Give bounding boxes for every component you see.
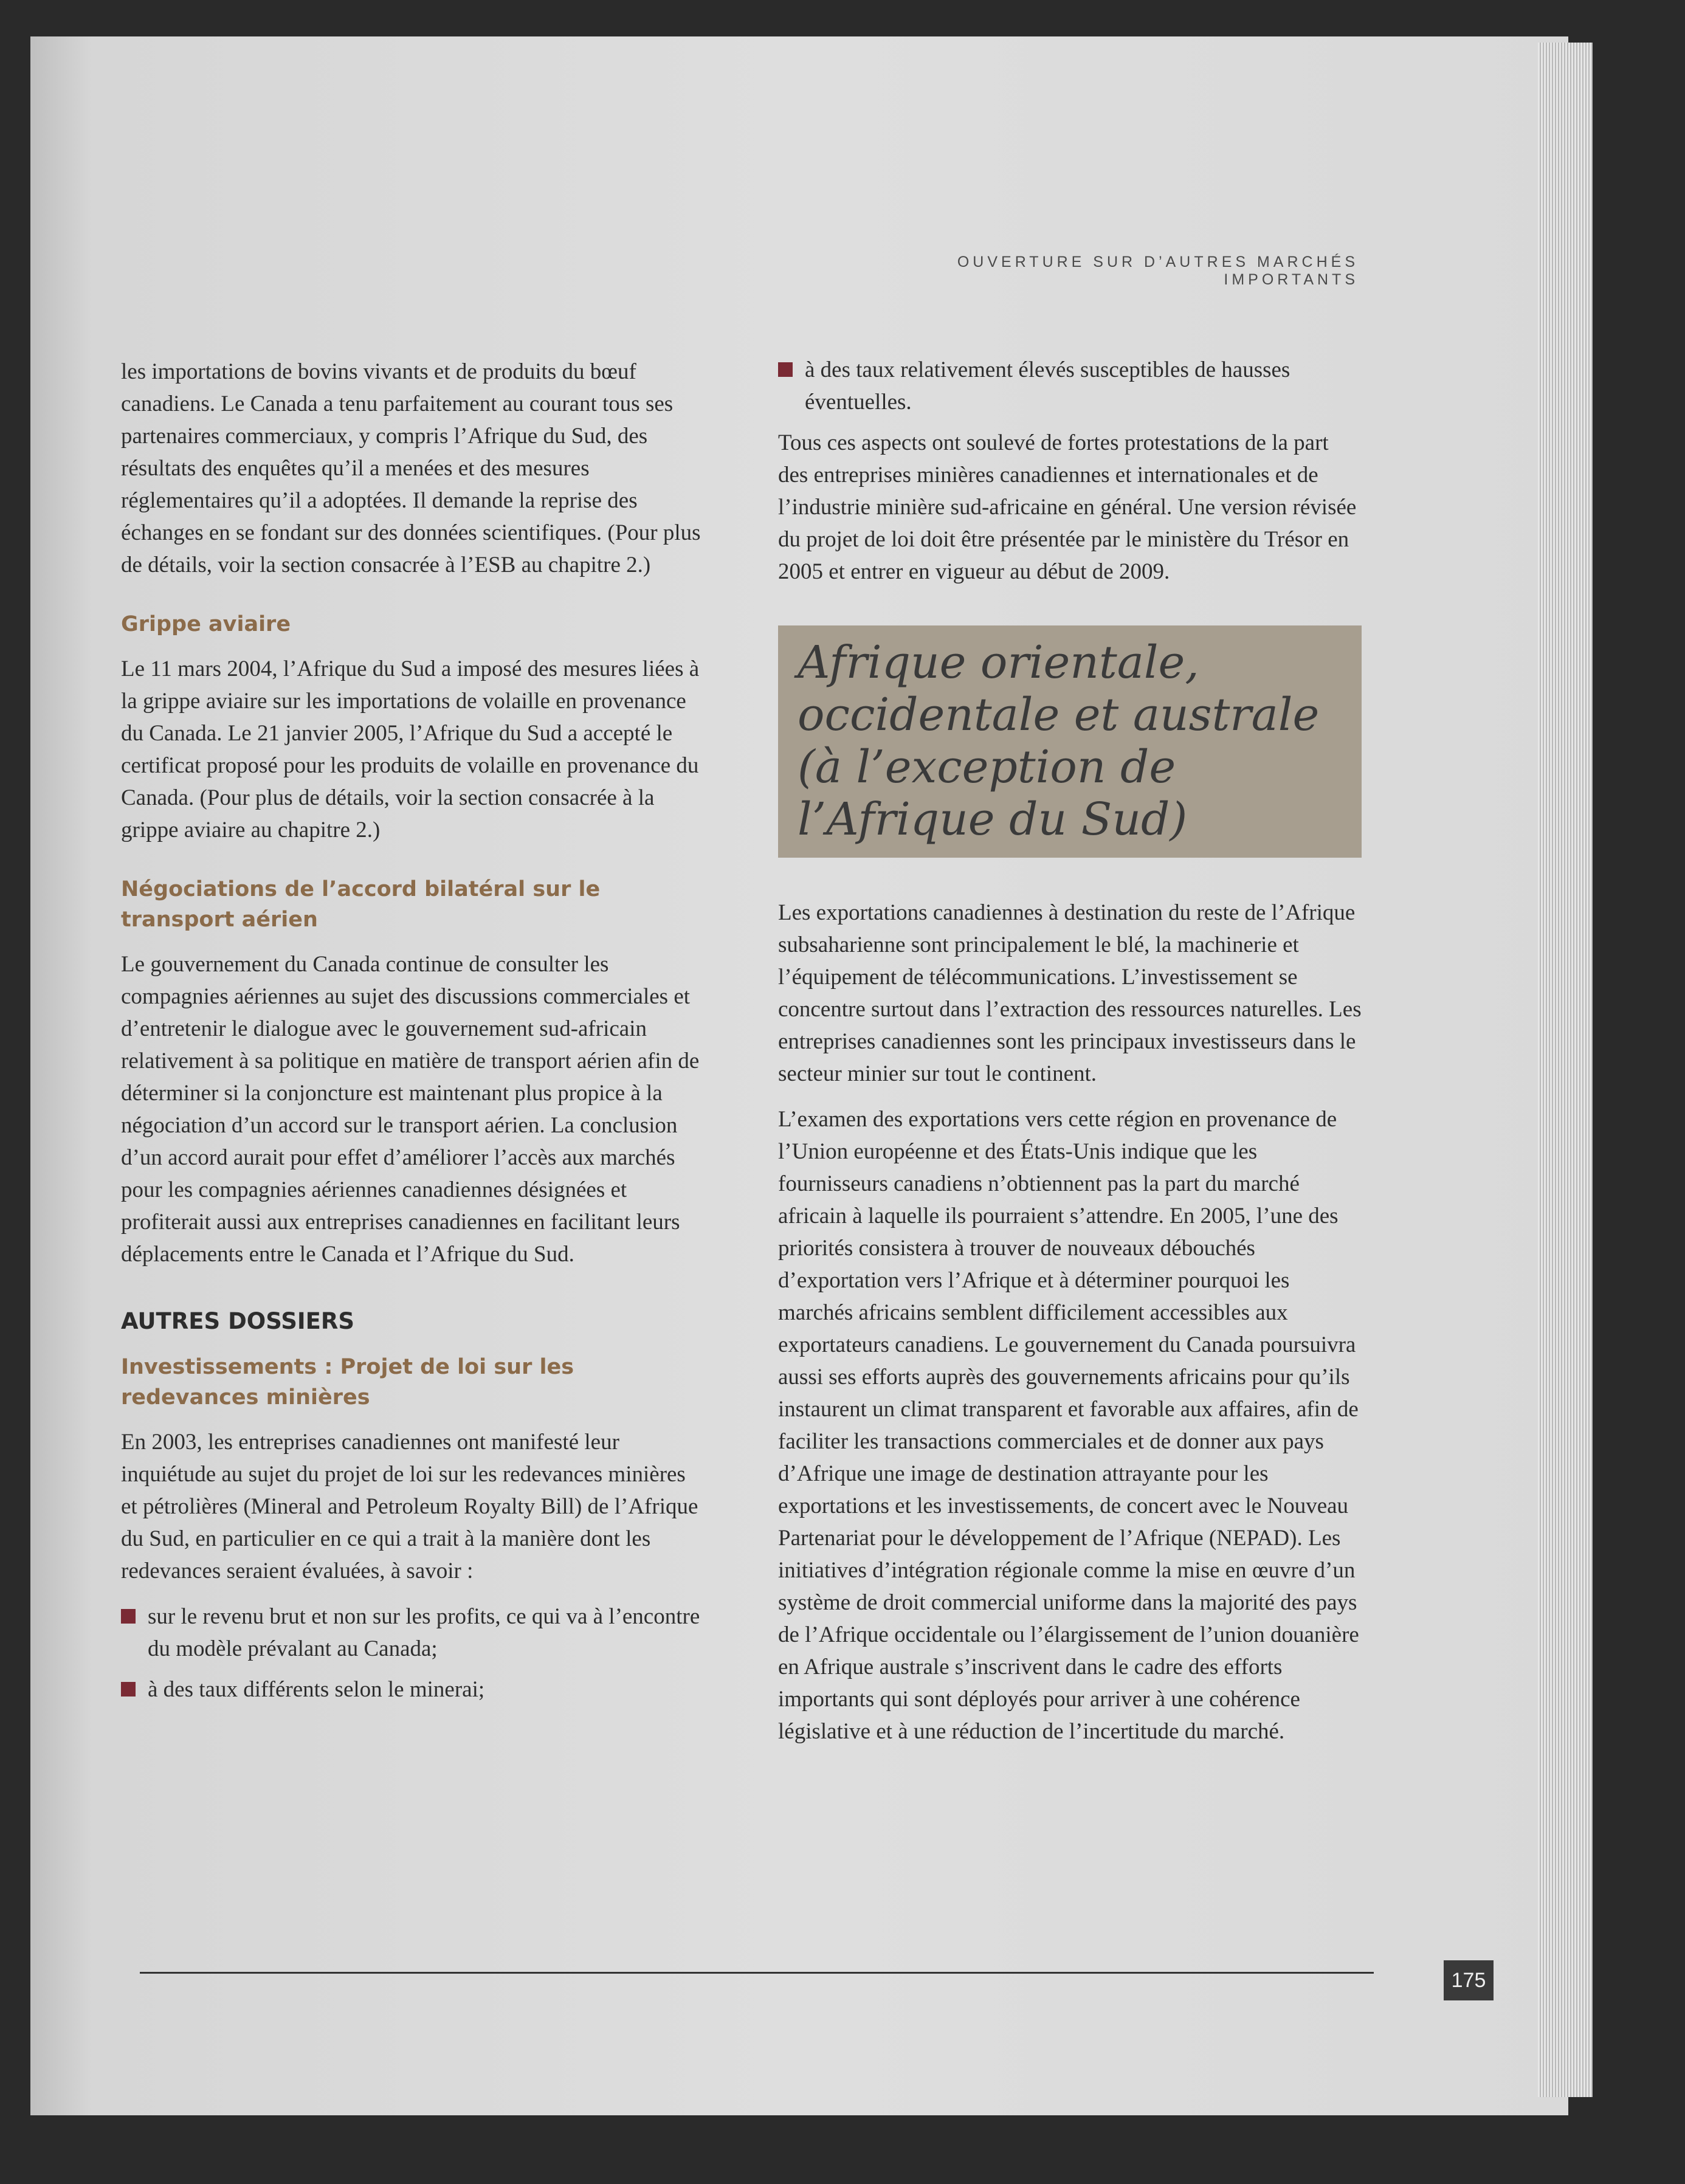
section-banner-title: Afrique orientale, occidentale et australe (à l’exception de l’Afrique du Sud) xyxy=(778,625,1362,858)
subheading-negociations: Négociations de l’accord bilatéral sur le transport aérien xyxy=(121,877,601,932)
paragraph: L’examen des exportations vers cette région en provenance de l’Union européenne et des États-Unis indique que les fournisseurs canadiens n’obtiennent pas la part du marché africain à laquelle ils pourraient s’attendre. En 2005, l’une des priorités consistera à trouver de nouveaux débouchés d’exportation vers l’Afrique et à déterminer pourquoi les marchés africains semblent difficilement accessibles aux exportateurs canadiens. Le gouvernement du Canada poursuivra aussi ses efforts auprès des gouvernements africains pour qu’ils instaurent un climat transparent et favorable aux affaires, afin de faciliter les transactions commerciales et de donner aux pays d’Afrique une image de destination attrayante pour les exportations et les investissements, de concert avec le Nouveau Partenariat pour le développement de l’Afrique (NEPAD). Les initiatives d’intégration régionale comme la mise en œuvre d’un système de droit commercial uniforme dans la majorité des pays de l’Afrique occidentale ou l’élargissement de l’union douanière en Afrique australe s’inscrivent dans le cadre des efforts importants qui sont déployés pour arriver à une cohérence législative et à une réduction de l’incertitude du marché. xyxy=(778,1107,1359,1744)
subheading-investissements: Investissements : Projet de loi sur les redevances minières xyxy=(121,1355,574,1410)
bullet-item xyxy=(778,354,1362,418)
bullet-item xyxy=(121,1600,705,1665)
paragraph: Les exportations canadiennes à destination du reste de l’Afrique subsaharienne sont principalement le blé, la machinerie et l’équipement de télécommunications. L’investissement se concentre surtout dans l’extraction des ressources naturelles. Les entreprises canadiennes sont les principaux investisseurs dans le secteur minier sur tout le continent. xyxy=(778,900,1362,1086)
section-title-autres-dossiers: AUTRES DOSSIERS xyxy=(121,1308,355,1334)
page-number: 175 xyxy=(1444,1960,1494,2000)
bullet-item xyxy=(121,1673,705,1706)
square-bullet-icon xyxy=(778,362,793,377)
page-edges xyxy=(1538,43,1593,2097)
paragraph: Tous ces aspects ont soulevé de fortes protestations de la part des entreprises minières canadiennes et internationales et de l’industrie minière sud-africaine en général. Une version révisée du projet de loi doit être présentée par le ministère du Trésor en 2005 et entrer en vigueur au début de 2009. xyxy=(778,430,1357,584)
bullet-text: sur le revenu brut et non sur les profits, ce qui va à l’encontre du modèle prévalant au Canada; xyxy=(148,1604,700,1661)
bullet-text: à des taux relativement élevés susceptibles de hausses éventuelles. xyxy=(805,357,1290,415)
subheading-grippe: Grippe aviaire xyxy=(121,612,291,636)
square-bullet-icon xyxy=(121,1682,136,1697)
paragraph: Le gouvernement du Canada continue de consulter les compagnies aériennes au sujet des discussions commerciales et d’entretenir le dialogue avec le gouvernement sud-africain relativement à sa politique en matière de transport aérien afin de déterminer si la conjoncture est maintenant plus propice à la négociation d’un accord sur le transport aérien. La conclusion d’un accord aurait pour effet d’améliorer l’accès aux marchés pour les compagnies aériennes canadiennes désignées et profiterait aussi aux entreprises canadiennes en facilitant leurs déplacements entre le Canada et l’Afrique du Sud. xyxy=(121,952,700,1267)
running-head: OUVERTURE SUR D’AUTRES MARCHÉS IMPORTANTS xyxy=(957,253,1359,288)
bullet-text: à des taux différents selon le minerai; xyxy=(148,1677,485,1702)
paragraph: Le 11 mars 2004, l’Afrique du Sud a imposé des mesures liées à la grippe aviaire sur les importations de volaille en provenance du Canada. Le 21 janvier 2005, l’Afrique du Sud a accepté le certificat proposé pour les produits de volaille en provenance du Canada. (Pour plus de détails, voir la section consacrée à la grippe aviaire au chapitre 2.) xyxy=(121,656,700,842)
left-column xyxy=(121,356,705,1714)
square-bullet-icon xyxy=(121,1609,136,1624)
right-column xyxy=(778,354,1362,1761)
paragraph: les importations de bovins vivants et de produits du bœuf canadiens. Le Canada a tenu parfaitement au courant tous ses partenaires commerciaux, y compris l’Afrique du Sud, des résultats des enquêtes qu’il a menées et des mesures réglementaires qu’il a adoptées. Il demande la reprise des échanges en se fondant sur des données scientifiques. (Pour plus de détails, voir la section consacrée à l’ESB au chapitre 2.) xyxy=(121,359,701,577)
footer-rule xyxy=(140,1972,1374,1974)
paragraph: En 2003, les entreprises canadiennes ont manifesté leur inquiétude au sujet du projet de loi sur les redevances minières et pétrolières (Mineral and Petroleum Royalty Bill) de l’Afrique du Sud, en particulier en ce qui a trait à la manière dont les redevances seraient évaluées, à savoir : xyxy=(121,1430,698,1583)
